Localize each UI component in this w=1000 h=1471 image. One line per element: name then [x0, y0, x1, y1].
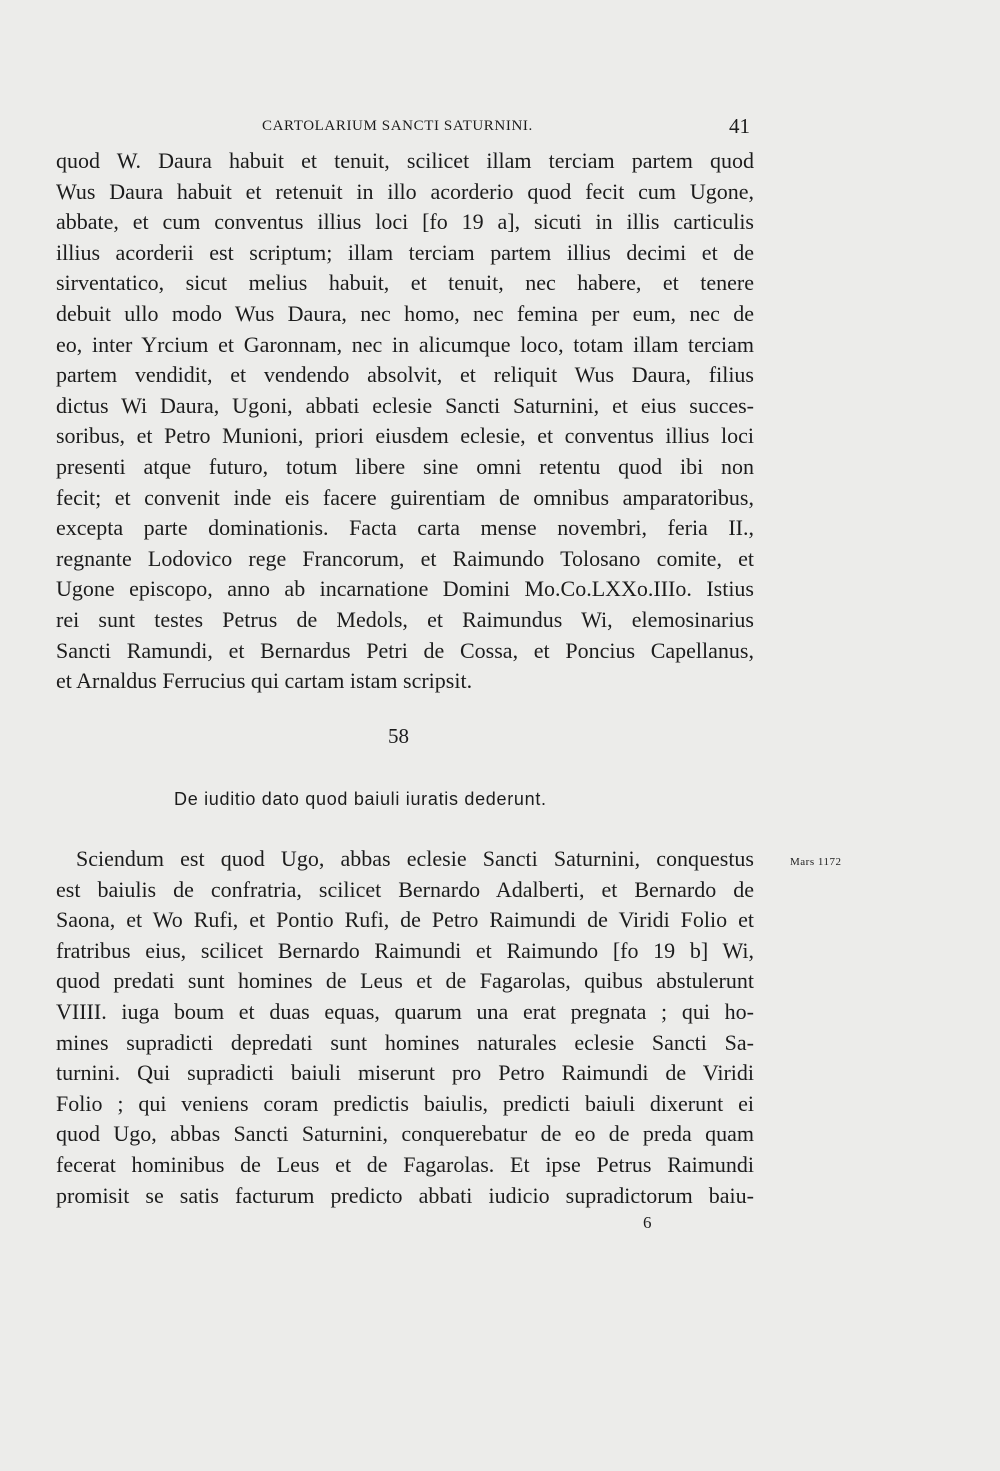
- text-line: debuit ullo modo Wus Daura, nec homo, nec femina per eum, nec de: [56, 300, 754, 326]
- text-line: regnante Lodovico rege Francorum, et Raimundo Tolosano comite, et: [56, 545, 754, 571]
- text-line: Sciendum est quod Ugo, abbas eclesie Sancti Saturnini, conquestus: [76, 846, 754, 871]
- running-title: CARTOLARIUM SANCTI SATURNINI.: [262, 118, 533, 134]
- text-line: sirventatico, sicut melius habuit, et tenuit, nec habere, et tenere: [56, 270, 754, 296]
- text-line: Sancti Ramundi, et Bernardus Petri de Cossa, et Poncius Capellanus,: [56, 637, 754, 663]
- text-line: turnini. Qui supradicti baiuli miserunt pro Petro Raimundi de Viridi: [56, 1060, 754, 1086]
- text-line: quod Ugo, abbas Sancti Saturnini, conquerebatur de eo de preda quam: [56, 1121, 754, 1147]
- charter-rubric: De iuditio dato quod baiuli iuratis dederunt.: [174, 789, 547, 809]
- text-line: fecit; et convenit inde eis facere guirentiam de omnibus amparatoribus,: [56, 484, 754, 510]
- text-line: eo, inter Yrcium et Garonnam, nec in alicumque loco, totam illam terciam: [56, 331, 754, 357]
- text-line: et Arnaldus Ferrucius qui cartam istam scripsit.: [56, 668, 473, 694]
- text-line: soribus, et Petro Munioni, priori eiusdem eclesie, et conventus illius loci: [56, 423, 754, 449]
- text-line: Saona, et Wo Rufi, et Pontio Rufi, de Petro Raimundi de Viridi Folio et: [56, 907, 754, 933]
- text-line: est baiulis de confratria, scilicet Bernardo Adalberti, et Bernardo de: [56, 876, 754, 902]
- text-line: fecerat hominibus de Leus et de Fagarolas. Et ipse Petrus Raimundi: [56, 1151, 754, 1177]
- text-line: quod predati sunt homines de Leus et de Fagarolas, quibus abstulerunt: [56, 968, 754, 994]
- charter-57-text: [56, 146, 754, 697]
- text-line: Folio ; qui veniens coram predictis baiulis, predicti baiuli dixerunt ei: [56, 1090, 754, 1116]
- signature-mark: 6: [643, 1213, 652, 1232]
- text-line: mines supradicti depredati sunt homines naturales eclesie Sancti Sa-: [56, 1029, 754, 1055]
- page-number: 41: [729, 114, 750, 138]
- text-line: VIIII. iuga boum et duas equas, quarum una erat pregnata ; qui ho-: [56, 998, 754, 1024]
- text-line: dictus Wi Daura, Ugoni, abbati eclesie Sancti Saturnini, et eius succes-: [56, 392, 754, 418]
- text-line: quod W. Daura habuit et tenuit, scilicet illam terciam partem quod: [56, 148, 754, 173]
- text-line: illius acorderii est scriptum; illam terciam partem illius decimi et de: [56, 239, 754, 265]
- text-line: partem vendidit, et vendendo absolvit, et reliquit Wus Daura, filius: [56, 362, 754, 388]
- text-line: abbate, et cum conventus illius loci [fo 19 a], sicuti in illis carticulis: [56, 209, 754, 235]
- text-line: rei sunt testes Petrus de Medols, et Raimundus Wi, elemosinarius: [56, 606, 754, 632]
- text-line: excepta parte dominationis. Facta carta mense novembri, feria II.,: [56, 515, 754, 541]
- margin-date-note: Mars 1172: [790, 856, 842, 868]
- text-line: Wus Daura habuit et retenuit in illo acorderio quod fecit cum Ugone,: [56, 178, 754, 204]
- text-line: Ugone episcopo, anno ab incarnatione Domini Mo.Co.LXXo.IIIo. Istius: [56, 576, 754, 602]
- charter-58-text: [56, 844, 754, 1211]
- text-line: fratribus eius, scilicet Bernardo Raimundi et Raimundo [fo 19 b] Wi,: [56, 937, 754, 963]
- charter-number: 58: [388, 724, 409, 748]
- text-line: promisit se satis facturum predicto abbati iudicio supradictorum baiu-: [56, 1182, 754, 1208]
- text-line: presenti atque futuro, totum libere sine omni retentu quod ibi non: [56, 453, 754, 479]
